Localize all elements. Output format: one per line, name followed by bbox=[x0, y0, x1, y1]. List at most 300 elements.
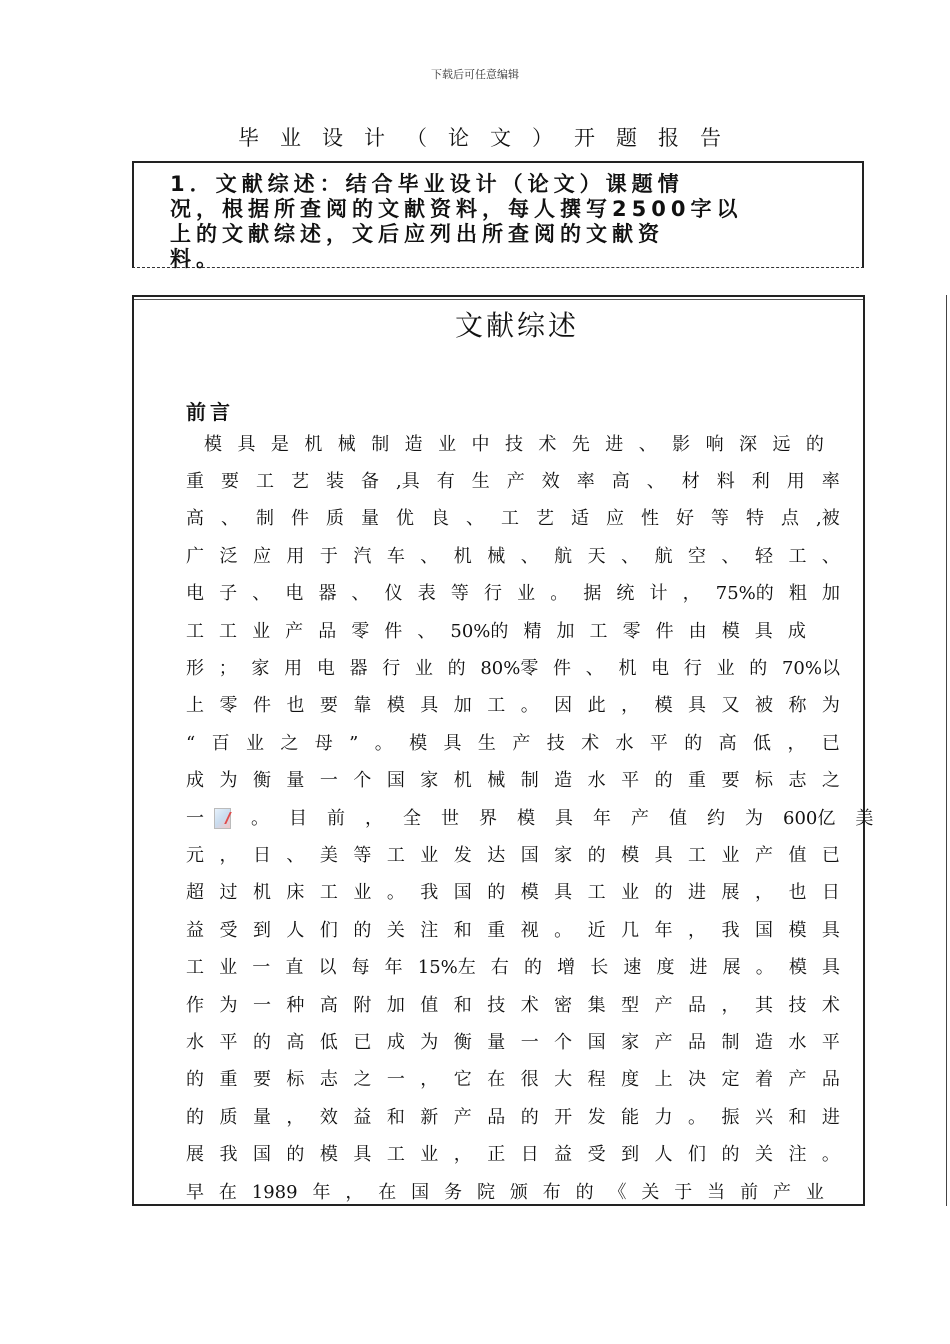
body-char: 远 bbox=[772, 433, 791, 455]
body-char: 。 bbox=[520, 695, 539, 717]
body-char: 正 bbox=[487, 1144, 506, 1166]
body-char: 具 bbox=[237, 433, 256, 455]
body-char: 加 bbox=[821, 583, 840, 605]
body-char: 直 bbox=[285, 957, 304, 979]
body-char: 业 bbox=[219, 957, 238, 979]
body-char: 模 bbox=[788, 919, 807, 941]
body-char: 着 bbox=[754, 1069, 773, 1091]
body-line bbox=[186, 1099, 840, 1136]
body-char: 平 bbox=[219, 1031, 238, 1053]
body-char: 的 bbox=[749, 657, 768, 679]
body-char: 国 bbox=[453, 882, 472, 904]
body-line bbox=[186, 837, 840, 874]
body-char: 的 bbox=[805, 433, 824, 455]
body-char: 材 bbox=[681, 470, 700, 492]
body-char: 广 bbox=[186, 545, 204, 567]
body-char: ， bbox=[345, 1181, 364, 1203]
body-char: 关 bbox=[386, 919, 405, 941]
body-char: 世 bbox=[441, 807, 459, 829]
body-char: 业 bbox=[517, 583, 536, 605]
body-char: 。 bbox=[386, 882, 405, 904]
body-char: 模 bbox=[409, 732, 428, 754]
body-char: 产 bbox=[453, 1106, 472, 1128]
body-char: 国 bbox=[386, 770, 405, 792]
body-char: 高 bbox=[286, 1031, 305, 1053]
body-char: 具 bbox=[443, 732, 462, 754]
body-char: 高 bbox=[611, 470, 630, 492]
body-char: 已 bbox=[821, 844, 840, 866]
body-char: 要 bbox=[319, 695, 338, 717]
body-char: 平 bbox=[621, 770, 640, 792]
body-char: 集 bbox=[587, 994, 606, 1016]
body-char: 在 bbox=[378, 1181, 397, 1203]
body-char: 的 bbox=[286, 1144, 305, 1166]
body-char: 造 bbox=[754, 1031, 773, 1053]
body-char: 制 bbox=[256, 508, 274, 530]
body-char: 要 bbox=[252, 1069, 271, 1091]
body-char: 有 bbox=[436, 470, 455, 492]
body-char: 前 bbox=[740, 1181, 759, 1203]
body-char: ， bbox=[453, 1144, 472, 1166]
body-char: 和 bbox=[453, 919, 472, 941]
body-char: 一 bbox=[520, 1031, 539, 1053]
body-char: 早 bbox=[186, 1181, 204, 1203]
body-char: 、 bbox=[621, 545, 640, 567]
body-char: 过 bbox=[219, 882, 238, 904]
body-char: 机 bbox=[304, 433, 323, 455]
body-char: 之 bbox=[353, 1069, 372, 1091]
body-char: 产 bbox=[506, 470, 525, 492]
body-char: 业 bbox=[721, 844, 740, 866]
body-char: 院 bbox=[476, 1181, 495, 1203]
body-char: 此 bbox=[587, 695, 606, 717]
body-char: 。 bbox=[550, 583, 569, 605]
body-line bbox=[186, 463, 840, 500]
body-char: 其 bbox=[754, 994, 773, 1016]
body-char: 由 bbox=[688, 620, 707, 642]
body-char: 点 bbox=[781, 508, 799, 530]
body-char: 和 bbox=[453, 994, 472, 1016]
body-char: 发 bbox=[587, 1106, 606, 1128]
body-char: 粗 bbox=[788, 583, 807, 605]
body-char: 工 bbox=[688, 844, 707, 866]
body-char: 性 bbox=[641, 508, 659, 530]
body-char: 业 bbox=[245, 732, 264, 754]
body-char: 件 bbox=[655, 620, 674, 642]
body-char: 精 bbox=[523, 620, 542, 642]
body-char: 、 bbox=[221, 508, 239, 530]
body-char: “ bbox=[186, 732, 196, 754]
body-char: 要 bbox=[221, 470, 239, 492]
body-char: 业 bbox=[621, 882, 640, 904]
body-char: 模 bbox=[319, 1144, 338, 1166]
body-char: 加 bbox=[556, 620, 575, 642]
body-char: 关 bbox=[641, 1181, 660, 1203]
body-char: 计 bbox=[649, 583, 668, 605]
body-char: 受 bbox=[219, 919, 238, 941]
body-char: 量 bbox=[252, 1106, 271, 1128]
body-char: 关 bbox=[754, 1144, 773, 1166]
body-char: 、 bbox=[638, 433, 657, 455]
body-char: 靠 bbox=[353, 695, 372, 717]
body-char: 件 bbox=[291, 508, 309, 530]
body-char: 15%左 bbox=[417, 957, 476, 979]
body-char: 进 bbox=[689, 957, 708, 979]
body-char: 制 bbox=[371, 433, 390, 455]
body-char: 行 bbox=[382, 657, 401, 679]
body-char: 的 bbox=[654, 770, 673, 792]
body-char: 到 bbox=[252, 919, 271, 941]
body-char: 。 bbox=[251, 807, 269, 829]
body-char: 注 bbox=[788, 1144, 807, 1166]
body-char: 具 bbox=[554, 882, 573, 904]
body-char: 日 bbox=[252, 844, 271, 866]
body-char: 优 bbox=[396, 508, 414, 530]
body-char: 低 bbox=[319, 1031, 338, 1053]
body-char: 重 bbox=[688, 770, 707, 792]
body-char: 具 bbox=[821, 919, 840, 941]
instruction-line: 1．文献综述：结合毕业设计（论文）课题情 bbox=[170, 172, 684, 196]
body-char: 。 bbox=[688, 1106, 707, 1128]
instruction-line: 况，根据所查阅的文献资料，每人撰写2500字以 bbox=[170, 197, 743, 221]
body-char: 、 bbox=[585, 657, 604, 679]
body-char: 业 bbox=[252, 620, 271, 642]
body-char: 它 bbox=[453, 1069, 472, 1091]
body-char: 品 bbox=[487, 1106, 506, 1128]
body-char: 应 bbox=[606, 508, 624, 530]
body-char: 好 bbox=[676, 508, 694, 530]
body-char: 我 bbox=[219, 1144, 238, 1166]
body-char: 生 bbox=[471, 470, 490, 492]
body-char: 国 bbox=[411, 1181, 430, 1203]
body-char: 工 bbox=[788, 545, 807, 567]
body-char: 良 bbox=[431, 508, 449, 530]
body-char: 低 bbox=[753, 732, 772, 754]
body-char: 的 bbox=[575, 1181, 594, 1203]
body-char: 工 bbox=[219, 620, 238, 642]
body-char: 影 bbox=[672, 433, 691, 455]
report-title: 毕业设计（论文）开题报告 bbox=[238, 126, 742, 150]
body-char: 应 bbox=[252, 545, 271, 567]
body-char: 产 bbox=[512, 732, 531, 754]
body-char: 为 bbox=[745, 807, 763, 829]
body-char: 效 bbox=[319, 1106, 338, 1128]
body-char: 模 bbox=[386, 695, 405, 717]
body-char: ， bbox=[365, 807, 383, 829]
body-char: 零 bbox=[622, 620, 641, 642]
body-char: 年 bbox=[593, 807, 611, 829]
body-char: 被 bbox=[754, 695, 773, 717]
body-char: 志 bbox=[788, 770, 807, 792]
body-char: 几 bbox=[621, 919, 640, 941]
body-char: 新 bbox=[420, 1106, 439, 1128]
body-char: 器 bbox=[318, 583, 337, 605]
body-char: 统 bbox=[616, 583, 635, 605]
body-char: 右 bbox=[490, 957, 509, 979]
body-char: 的 bbox=[520, 1106, 539, 1128]
body-char: 子 bbox=[219, 583, 238, 605]
body-char: 质 bbox=[326, 508, 344, 530]
body-char: 的 bbox=[684, 732, 703, 754]
body-char: 国 bbox=[587, 1031, 606, 1053]
body-char: 量 bbox=[286, 770, 305, 792]
body-char: 泛 bbox=[219, 545, 238, 567]
body-char: 产 bbox=[285, 620, 304, 642]
body-char: 元 bbox=[186, 844, 204, 866]
embedded-image-icon bbox=[214, 808, 231, 829]
body-char: 日 bbox=[520, 1144, 539, 1166]
body-char: 和 bbox=[788, 1106, 807, 1128]
body-char: 之 bbox=[280, 732, 299, 754]
body-char: 于 bbox=[674, 1181, 693, 1203]
body-char: 、 bbox=[646, 470, 665, 492]
body-char: 轻 bbox=[754, 545, 773, 567]
body-char: 于 bbox=[319, 545, 338, 567]
body-char: ， bbox=[420, 1069, 439, 1091]
body-char: 、 bbox=[417, 620, 436, 642]
body-char: 加 bbox=[453, 695, 472, 717]
body-char: 品 bbox=[821, 1069, 840, 1091]
body-char: 电 bbox=[186, 583, 204, 605]
body-char: 颁 bbox=[509, 1181, 528, 1203]
body-char: 水 bbox=[788, 1031, 807, 1053]
body-char: 每 bbox=[351, 957, 370, 979]
body-char: 一 bbox=[186, 807, 204, 829]
body-char: 、 bbox=[286, 844, 305, 866]
body-char: 备 bbox=[361, 470, 379, 492]
body-char: 械 bbox=[487, 770, 506, 792]
body-char: 产 bbox=[654, 1031, 673, 1053]
body-char: 业 bbox=[716, 657, 735, 679]
body-char: 们 bbox=[688, 1144, 707, 1166]
body-char: 的 bbox=[654, 882, 673, 904]
body-char: 度 bbox=[656, 957, 675, 979]
body-char: ,被 bbox=[816, 508, 840, 530]
body-char: 程 bbox=[587, 1069, 606, 1091]
body-char: 量 bbox=[361, 508, 379, 530]
body-char: 率 bbox=[576, 470, 595, 492]
body-char: 水 bbox=[587, 770, 606, 792]
body-char: 表 bbox=[417, 583, 436, 605]
body-char: ,具 bbox=[396, 470, 420, 492]
body-char: 利 bbox=[751, 470, 770, 492]
body-char: 重 bbox=[487, 919, 506, 941]
body-char: 标 bbox=[286, 1069, 305, 1091]
body-char: 业 bbox=[420, 1144, 439, 1166]
body-char: 近 bbox=[587, 919, 606, 941]
body-char: 《 bbox=[608, 1181, 627, 1203]
body-char: 件 bbox=[553, 657, 572, 679]
body-char: 航 bbox=[654, 545, 673, 567]
body-char: 技 bbox=[546, 732, 565, 754]
body-char: 美 bbox=[855, 807, 874, 829]
body-char: 80%零 bbox=[480, 657, 539, 679]
body-char: 料 bbox=[716, 470, 735, 492]
body-char: 模 bbox=[621, 844, 640, 866]
body-char: 水 bbox=[615, 732, 634, 754]
body-char: 效 bbox=[541, 470, 560, 492]
body-char: 行 bbox=[683, 657, 702, 679]
body-char: 、 bbox=[351, 583, 370, 605]
body-char: 先 bbox=[571, 433, 590, 455]
header-note: 下载后可任意编辑 bbox=[431, 68, 519, 81]
body-line bbox=[204, 426, 824, 463]
body-char: 家 bbox=[251, 657, 270, 679]
body-char: 重 bbox=[186, 470, 204, 492]
body-char: 等 bbox=[353, 844, 372, 866]
body-char: 艺 bbox=[291, 470, 309, 492]
body-char: 品 bbox=[688, 1031, 707, 1053]
body-char: 又 bbox=[721, 695, 740, 717]
body-char: 展 bbox=[722, 957, 741, 979]
body-char: ， bbox=[621, 695, 640, 717]
body-char: 年 bbox=[384, 957, 403, 979]
body-char: 工 bbox=[386, 1144, 405, 1166]
instruction-line: 料。 bbox=[170, 247, 222, 271]
body-char: 产 bbox=[788, 1069, 807, 1091]
body-char: 高 bbox=[186, 508, 204, 530]
body-char: 仪 bbox=[384, 583, 403, 605]
body-char: 国 bbox=[754, 919, 773, 941]
body-char: 具 bbox=[821, 957, 840, 979]
body-char: 模 bbox=[204, 433, 222, 455]
body-char: 1989 bbox=[251, 1181, 298, 1203]
body-char: 开 bbox=[554, 1106, 573, 1128]
body-char: 一 bbox=[386, 1069, 405, 1091]
body-char: 展 bbox=[186, 1144, 204, 1166]
body-char: 品 bbox=[688, 994, 707, 1016]
body-char: 零 bbox=[351, 620, 370, 642]
body-char: 品 bbox=[318, 620, 337, 642]
preface-heading: 前言 bbox=[186, 400, 234, 424]
body-char: 等 bbox=[711, 508, 729, 530]
body-char: 个 bbox=[353, 770, 372, 792]
body-char: 称 bbox=[788, 695, 807, 717]
body-char: 志 bbox=[319, 1069, 338, 1091]
body-char: 空 bbox=[688, 545, 707, 567]
body-char: 衡 bbox=[252, 770, 271, 792]
body-char: 我 bbox=[420, 882, 439, 904]
body-line bbox=[186, 688, 840, 725]
body-char: 进 bbox=[821, 1106, 840, 1128]
body-char: ， bbox=[787, 732, 806, 754]
body-char: 家 bbox=[554, 844, 573, 866]
body-char: 车 bbox=[386, 545, 405, 567]
body-char: 为 bbox=[219, 770, 238, 792]
body-line bbox=[186, 725, 840, 762]
body-char: 术 bbox=[581, 732, 600, 754]
body-char: 装 bbox=[326, 470, 344, 492]
body-line bbox=[186, 613, 806, 650]
body-char: 很 bbox=[520, 1069, 539, 1091]
body-char: 中 bbox=[471, 433, 490, 455]
instruction-box bbox=[132, 161, 864, 271]
body-char: 70%以 bbox=[781, 657, 840, 679]
body-char: 工 bbox=[386, 844, 405, 866]
body-char: 振 bbox=[721, 1106, 740, 1128]
body-char: 的 bbox=[524, 957, 542, 979]
body-char: 率 bbox=[821, 470, 840, 492]
body-char: 具 bbox=[353, 1144, 372, 1166]
body-char: 械 bbox=[487, 545, 506, 567]
body-char: 日 bbox=[821, 882, 840, 904]
body-char: 行 bbox=[483, 583, 502, 605]
body-char: 成 bbox=[386, 1031, 405, 1053]
body-char: 高 bbox=[319, 994, 338, 1016]
body-char: 术 bbox=[520, 994, 539, 1016]
body-char: 一 bbox=[252, 957, 271, 979]
body-char: 机 bbox=[453, 545, 472, 567]
body-char: 受 bbox=[587, 1144, 606, 1166]
body-char: 作 bbox=[186, 994, 204, 1016]
body-char: 益 bbox=[554, 1144, 573, 1166]
body-line bbox=[186, 576, 840, 613]
body-char: 、 bbox=[520, 545, 539, 567]
body-line bbox=[186, 987, 840, 1024]
body-line bbox=[186, 1137, 840, 1174]
body-char: 的 bbox=[186, 1106, 204, 1128]
body-char: 因 bbox=[554, 695, 573, 717]
body-line bbox=[186, 1024, 840, 1061]
body-char: ” bbox=[349, 732, 359, 754]
body-char: 适 bbox=[571, 508, 589, 530]
body-char: 质 bbox=[219, 1106, 238, 1128]
body-char: 产 bbox=[631, 807, 649, 829]
body-char: 、 bbox=[721, 545, 740, 567]
instruction-line: 上的文献综述，文后应列出所查阅的文献资 bbox=[170, 222, 664, 246]
body-char: 、 bbox=[466, 508, 484, 530]
body-char: 件 bbox=[384, 620, 403, 642]
body-char: ， bbox=[721, 994, 740, 1016]
body-char: 增 bbox=[557, 957, 576, 979]
body-char: 具 bbox=[420, 695, 439, 717]
body-char: 电 bbox=[285, 583, 304, 605]
body-char: 平 bbox=[821, 1031, 840, 1053]
body-char: 为 bbox=[420, 1031, 439, 1053]
body-char: 航 bbox=[554, 545, 573, 567]
body-char: 是 bbox=[270, 433, 289, 455]
page-edge-rule bbox=[946, 295, 947, 1206]
body-char: 响 bbox=[705, 433, 724, 455]
body-char: 成 bbox=[186, 770, 204, 792]
body-char: 50%的 bbox=[450, 620, 509, 642]
body-char: 平 bbox=[649, 732, 668, 754]
body-char: 在 bbox=[218, 1181, 237, 1203]
body-char: 工 bbox=[501, 508, 519, 530]
body-char: 长 bbox=[590, 957, 609, 979]
lead-group bbox=[186, 807, 231, 831]
body-char: 具 bbox=[688, 695, 707, 717]
body-char: 的 bbox=[487, 882, 506, 904]
body-char: 零 bbox=[219, 695, 238, 717]
body-char: 约 bbox=[707, 807, 725, 829]
body-char: 电 bbox=[651, 657, 670, 679]
body-char: 形 bbox=[186, 657, 204, 679]
body-char: 值 bbox=[669, 807, 687, 829]
body-char: 视 bbox=[520, 919, 539, 941]
body-char: 兴 bbox=[754, 1106, 773, 1128]
body-char: 决 bbox=[688, 1069, 707, 1091]
body-char: 件 bbox=[252, 695, 271, 717]
body-char: 产 bbox=[754, 844, 773, 866]
body-char: 艺 bbox=[536, 508, 554, 530]
body-char: 上 bbox=[186, 695, 204, 717]
body-char: 也 bbox=[286, 695, 305, 717]
body-char: 加 bbox=[386, 994, 405, 1016]
body-char: 人 bbox=[654, 1144, 673, 1166]
body-char: 值 bbox=[788, 844, 807, 866]
body-char: 模 bbox=[654, 695, 673, 717]
